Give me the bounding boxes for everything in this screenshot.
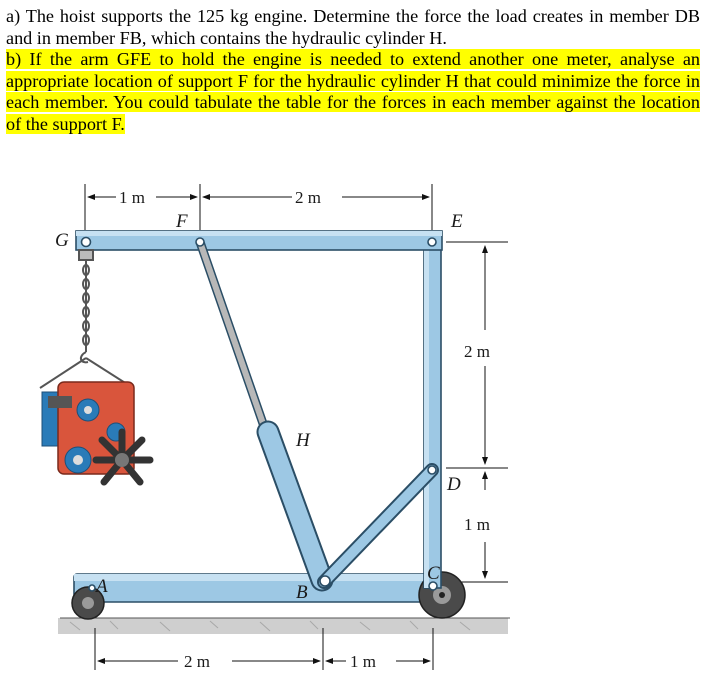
hook-chain [40, 250, 130, 388]
problem-part-a: a) The hoist supports the 125 kg engine. Determine the force the load creates in member DB and in member FB, which contains the hydraulic cylinder H. [6, 6, 700, 48]
label-B: B [296, 582, 308, 603]
label-F: F [176, 211, 188, 232]
dim-right-lower: 1 m [464, 515, 490, 534]
engine [42, 382, 150, 482]
brace-bd [324, 470, 432, 582]
label-C: C [427, 563, 440, 584]
hoist-figure [0, 170, 726, 674]
dim-top-right: 2 m [295, 188, 321, 207]
label-D: D [447, 474, 461, 495]
arm-gfe [76, 231, 442, 250]
label-A: A [96, 576, 108, 597]
label-H: H [296, 430, 310, 451]
hydraulic-cylinder-fb [200, 242, 322, 580]
dim-bottom-right: 1 m [350, 652, 376, 671]
label-E: E [451, 211, 463, 232]
bottom-dimensions [95, 628, 433, 670]
dim-top-left: 1 m [119, 188, 145, 207]
problem-part-b-text: b) If the arm GFE to hold the engine is needed to extend another one meter, analyse an appropriate location of support F for the hydraulic cylinder H that could minimize the force in each member. You could tabulate the table for the forces in each member against the location of the support F. [6, 49, 700, 134]
dim-right-upper: 2 m [464, 342, 490, 361]
dim-bottom-left: 2 m [184, 652, 210, 671]
vertical-post [424, 232, 441, 588]
problem-statement [6, 6, 700, 136]
ground [58, 618, 510, 634]
base-member [74, 574, 442, 602]
problem-part-b [6, 49, 700, 135]
label-G: G [55, 230, 69, 251]
